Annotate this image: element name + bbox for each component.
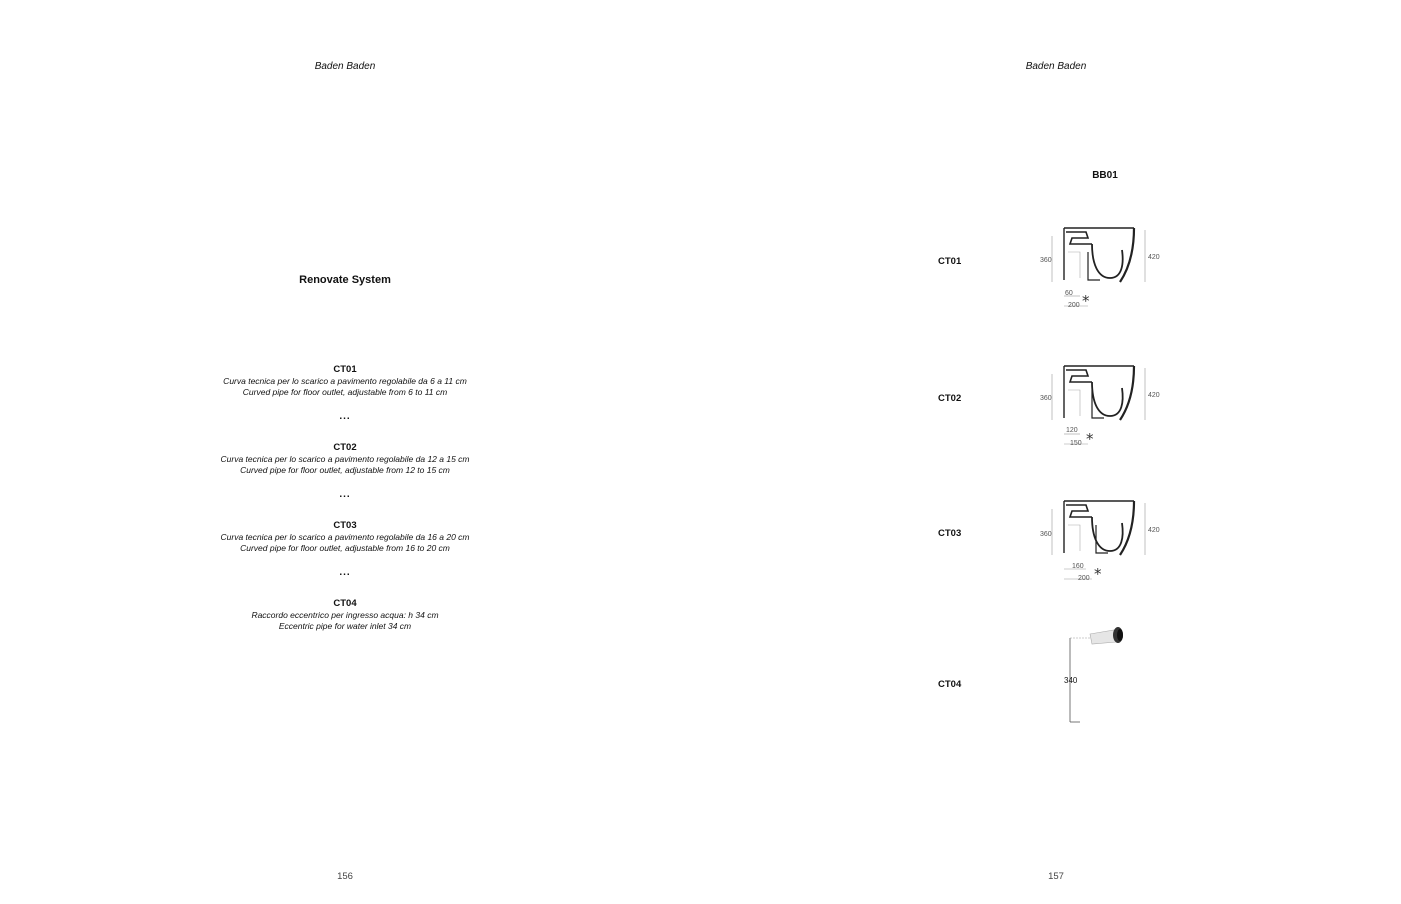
- page-number-right: 157: [1048, 871, 1064, 882]
- dim-height-left: 360: [1040, 531, 1052, 538]
- dim-a: 160: [1072, 563, 1084, 570]
- item-code: CT02: [333, 442, 357, 453]
- separator: ...: [339, 411, 351, 422]
- item-ct03: [221, 520, 470, 554]
- page-number-left: 156: [337, 871, 353, 882]
- asterisk-mark: *: [1086, 430, 1094, 448]
- asterisk-mark: *: [1094, 565, 1102, 583]
- item-code: CT04: [333, 598, 357, 609]
- item-description-it: Curva tecnica per lo scarico a pavimento regolabile da 6 a 11 cm: [223, 376, 467, 386]
- left-page: [0, 0, 700, 904]
- drawing-label-ct03: CT03: [938, 528, 962, 539]
- toilet-section-drawing-ct01: [1030, 222, 1170, 314]
- item-description-it: Curva tecnica per lo scarico a pavimento regolabile da 12 a 15 cm: [220, 454, 470, 464]
- drawing-label-ct01: CT01: [938, 256, 962, 267]
- item-ct01: [223, 364, 467, 398]
- dim-height-right: 420: [1148, 527, 1160, 534]
- separator: ...: [339, 567, 351, 578]
- item-ct04: [251, 598, 438, 632]
- separator: ...: [339, 489, 351, 500]
- drawing-label-ct04: CT04: [938, 679, 962, 690]
- item-ct02: [221, 442, 470, 476]
- dim-b: 150: [1070, 440, 1082, 447]
- dim-height-right: 420: [1148, 254, 1160, 261]
- item-description-en: Curved pipe for floor outlet, adjustable from 6 to 11 cm: [242, 387, 448, 397]
- item-description-en: Curved pipe for floor outlet, adjustable from 16 to 20 cm: [240, 543, 450, 553]
- toilet-section-drawing-ct03: [1030, 495, 1170, 587]
- dim-height: 340: [1064, 676, 1078, 685]
- toilet-section-drawing-ct02: [1030, 360, 1170, 452]
- model-code: BB01: [1092, 170, 1118, 181]
- drawing-label-ct02: CT02: [938, 393, 962, 404]
- item-description-en: Curved pipe for floor outlet, adjustable from 12 to 15 cm: [240, 465, 450, 475]
- dim-height-right: 420: [1148, 392, 1160, 399]
- asterisk-mark: *: [1082, 292, 1090, 310]
- dim-a: 120: [1066, 427, 1078, 434]
- running-head-left: Baden Baden: [314, 61, 376, 72]
- section-title: Renovate System: [299, 274, 391, 286]
- item-code: CT01: [333, 364, 357, 375]
- running-head-right: Baden Baden: [1025, 61, 1087, 72]
- dim-height-left: 360: [1040, 257, 1052, 264]
- dim-b: 200: [1068, 302, 1080, 309]
- item-description-en: Eccentric pipe for water inlet 34 cm: [278, 621, 412, 631]
- dim-a: 60: [1065, 290, 1073, 297]
- dim-b: 200: [1078, 575, 1090, 582]
- item-description-it: Curva tecnica per lo scarico a pavimento regolabile da 16 a 20 cm: [220, 532, 470, 542]
- item-description-it: Raccordo eccentrico per ingresso acqua: h 34 cm: [251, 610, 439, 620]
- dim-height-left: 360: [1040, 395, 1052, 402]
- item-code: CT03: [333, 520, 357, 531]
- eccentric-pipe-drawing-ct04: [1050, 620, 1140, 730]
